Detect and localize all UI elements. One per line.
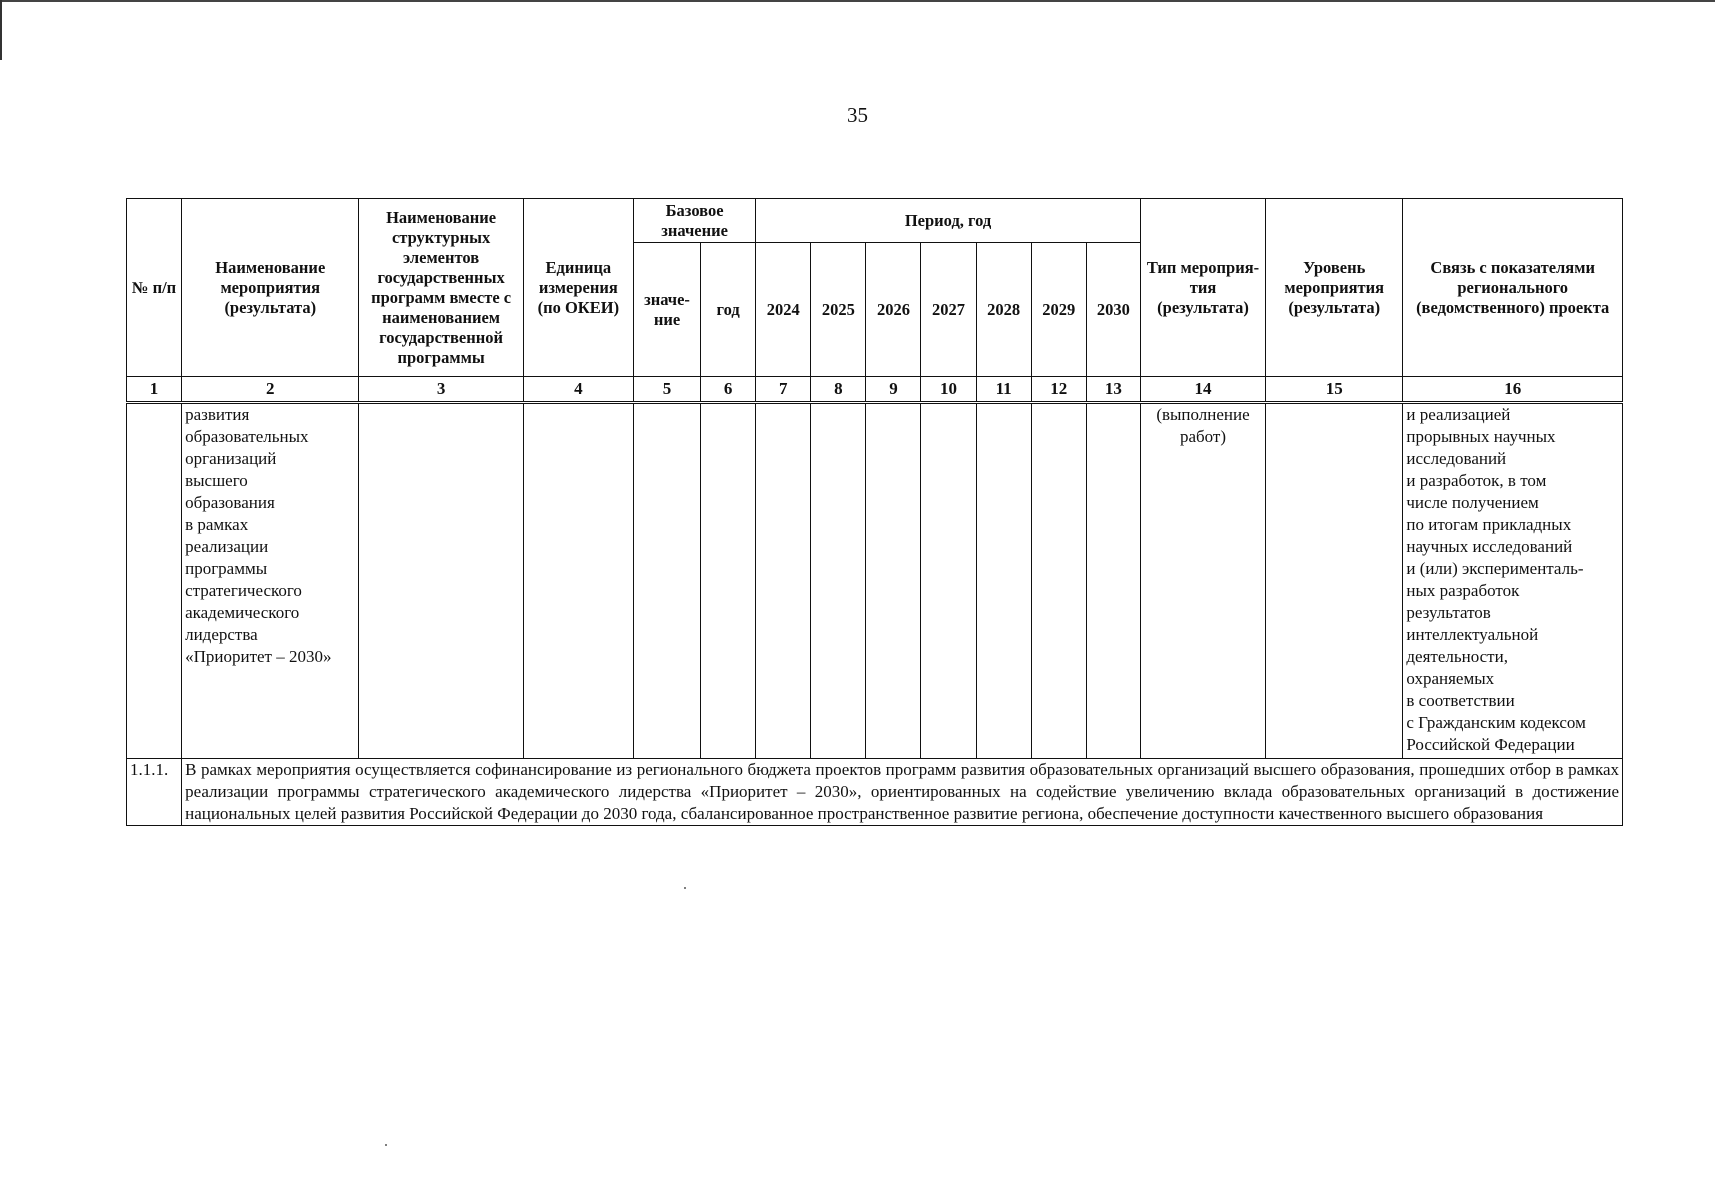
header-year-2024: 2024	[756, 243, 811, 377]
column-number: 3	[359, 377, 523, 403]
measure-name-line: в рамках	[185, 515, 249, 534]
measure-row	[127, 403, 1623, 759]
measure-name-line: академического	[185, 603, 300, 622]
column-number-row	[127, 377, 1623, 403]
project-link-line: по итогам прикладных	[1406, 515, 1572, 534]
column-number: 7	[756, 377, 811, 403]
scan-border-top	[0, 0, 1715, 2]
cell-measure-type	[1140, 403, 1265, 759]
measure-type-line: работ)	[1179, 427, 1227, 446]
cell-structural-elements	[359, 403, 523, 759]
project-link-line: прорывных научных	[1406, 427, 1556, 446]
column-number: 13	[1086, 377, 1140, 403]
header-measure-type: Тип мероприя-тия (результата)	[1140, 199, 1265, 377]
project-link-line: результатов	[1406, 603, 1491, 622]
column-number: 1	[127, 377, 182, 403]
project-link-line: интеллектуальной	[1406, 625, 1539, 644]
cell-project-link	[1403, 403, 1623, 759]
cell-base-year	[701, 403, 756, 759]
cell-measure-name	[182, 403, 359, 759]
cell-year-2027	[921, 403, 976, 759]
page-number: 35	[847, 103, 868, 127]
note-number: 1.1.1.	[127, 759, 182, 826]
cell-measure-level	[1266, 403, 1403, 759]
column-number: 11	[976, 377, 1031, 403]
cell-year-2028	[976, 403, 1031, 759]
column-number: 6	[701, 377, 756, 403]
header-year-2025: 2025	[811, 243, 866, 377]
project-link-line: охраняемых	[1406, 669, 1495, 688]
measure-name-line: лидерства	[185, 625, 258, 644]
cell-unit	[523, 403, 633, 759]
project-link-line: Российской Федерации	[1406, 735, 1575, 754]
measure-name-line: развития	[185, 405, 250, 424]
column-number: 10	[921, 377, 976, 403]
project-link-line: и реализацией	[1406, 405, 1511, 424]
column-number: 2	[182, 377, 359, 403]
header-row-top	[127, 199, 1623, 243]
cell-year-2026	[866, 403, 921, 759]
measures-table	[126, 198, 1623, 826]
measure-name-line: образования	[185, 493, 275, 512]
project-link-line: и разработок, в том	[1406, 471, 1547, 490]
column-number: 16	[1403, 377, 1623, 403]
measure-type-line: (выполнение	[1156, 405, 1250, 424]
column-number: 4	[523, 377, 633, 403]
project-link-line: числе получением	[1406, 493, 1539, 512]
header-period-group: Период, год	[756, 199, 1141, 243]
measure-name-line: образовательных	[185, 427, 309, 446]
note-row	[127, 759, 1623, 826]
project-link-line: с Гражданским кодексом	[1406, 713, 1586, 732]
header-year-2028: 2028	[976, 243, 1031, 377]
measure-name-line: программы	[185, 559, 268, 578]
note-text: В рамках мероприятия осуществляется софинансирование из регионального бюджета проектов программ развития образовательных организаций высшего образования, прошедших отбор в рамках реализации программы стратегического академического лидерства «Приоритет – 2030», ориентированных на содействие увеличению вклада образовательных организаций в достижение национальных целей развития Российской Федерации до 2030 года, сбалансированное пространственное развитие региона, обеспечение доступности качественного высшего образования	[182, 759, 1623, 826]
column-number: 14	[1140, 377, 1265, 403]
project-link-line: деятельности,	[1406, 647, 1508, 666]
header-base-value: значе-ние	[633, 243, 700, 377]
cell-year-2029	[1031, 403, 1086, 759]
project-link-line: и (или) эксперименталь-	[1406, 559, 1584, 578]
header-measure-name: Наименование мероприятия (результата)	[182, 199, 359, 377]
measure-name-line: высшего	[185, 471, 248, 490]
header-base-group: Базовое значение	[633, 199, 755, 243]
header-year-2027: 2027	[921, 243, 976, 377]
project-link-line: ных разработок	[1406, 581, 1520, 600]
header-year-2029: 2029	[1031, 243, 1086, 377]
cell-base-value	[633, 403, 700, 759]
scan-speck	[385, 1144, 387, 1146]
header-year-2026: 2026	[866, 243, 921, 377]
measure-name-line: «Приоритет – 2030»	[185, 647, 332, 666]
project-link-line: в соответствии	[1406, 691, 1515, 710]
cell-year-2024	[756, 403, 811, 759]
column-number: 9	[866, 377, 921, 403]
column-number: 12	[1031, 377, 1086, 403]
project-link-line: научных исследований	[1406, 537, 1573, 556]
cell-year-2025	[811, 403, 866, 759]
header-project-link: Связь с показателями регионального (ведомственного) проекта	[1403, 199, 1623, 377]
measure-name-line: организаций	[185, 449, 277, 468]
column-number: 15	[1266, 377, 1403, 403]
header-year-2030: 2030	[1086, 243, 1140, 377]
header-unit: Единица измерения (по ОКЕИ)	[523, 199, 633, 377]
scan-speck	[684, 887, 686, 889]
column-number: 8	[811, 377, 866, 403]
header-structural-elements: Наименование структурных элементов государственных программ вместе с наименованием государственной программы	[359, 199, 523, 377]
header-base-year: год	[701, 243, 756, 377]
header-measure-level: Уровень мероприятия (результата)	[1266, 199, 1403, 377]
header-num: № п/п	[127, 199, 182, 377]
scan-border-left	[0, 0, 2, 60]
project-link-line: исследований	[1406, 449, 1507, 468]
column-number: 5	[633, 377, 700, 403]
measure-name-line: реализации	[185, 537, 269, 556]
measure-name-line: стратегического	[185, 581, 302, 600]
cell-year-2030	[1086, 403, 1140, 759]
cell-num	[127, 403, 182, 759]
